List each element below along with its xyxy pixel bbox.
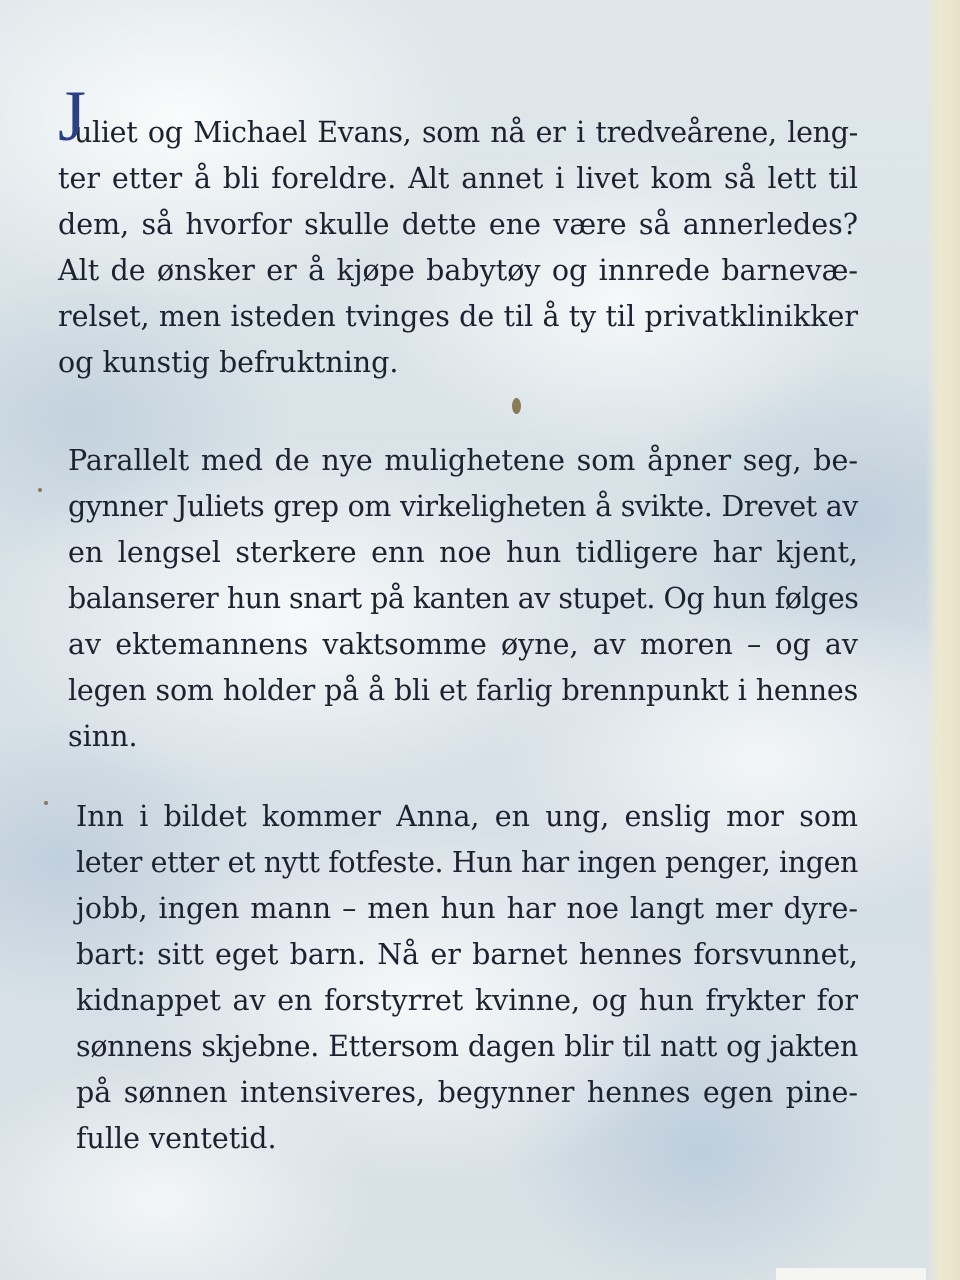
paragraph-1: [58, 76, 858, 386]
text-line: gynner Juliets grep om virkeligheten å svikte. Drevet av: [68, 490, 858, 523]
bottom-page-strip: [776, 1268, 926, 1280]
text-line: sinn.: [68, 720, 138, 753]
text-line: kidnappet av en forstyrret kvinne, og hun frykter for: [76, 984, 858, 1017]
paper-speck: [38, 488, 42, 492]
text-line: Parallelt med de nye mulighetene som åpner seg, be-: [68, 444, 858, 477]
text-line: fulle ventetid.: [76, 1122, 277, 1155]
paragraph-3: [76, 794, 858, 1162]
paper-speck: [44, 801, 48, 805]
text-line: og kunstig befruktning.: [58, 346, 399, 379]
text-line: bart: sitt eget barn. Nå er barnet hennes forsvunnet,: [76, 938, 858, 971]
drop-cap: J: [58, 76, 87, 156]
text-line: legen som holder på å bli et farlig brennpunkt i hennes: [68, 674, 858, 707]
text-line: Inn i bildet kommer Anna, en ung, enslig mor som: [76, 800, 858, 833]
text-line: uliet og Michael Evans, som nå er i tredveårene, leng-: [74, 116, 858, 149]
paragraph-2: [68, 438, 858, 760]
text-line: ter etter å bli foreldre. Alt annet i livet kom så lett til: [58, 162, 858, 195]
text-line: leter etter et nytt fotfeste. Hun har ingen penger, ingen: [76, 846, 858, 879]
text-line: av ektemannens vaktsomme øyne, av moren – og av: [68, 628, 858, 661]
text-line: dem, så hvorfor skulle dette ene være så annerledes?: [58, 208, 858, 241]
text-line: jobb, ingen mann – men hun har noe langt mer dyre-: [76, 892, 858, 925]
text-line: en lengsel sterkere enn noe hun tidligere har kjent,: [68, 536, 858, 569]
text-line: Alt de ønsker er å kjøpe babytøy og innrede barnevæ-: [58, 254, 858, 287]
text-line: relset, men isteden tvinges de til å ty til privatklinikker: [58, 300, 858, 333]
text-line: på sønnen intensiveres, begynner hennes egen pine-: [76, 1076, 858, 1109]
text-line: sønnens skjebne. Ettersom dagen blir til natt og jakten: [76, 1030, 858, 1063]
paper-speck: [512, 398, 521, 414]
text-line: balanserer hun snart på kanten av stupet. Og hun følges: [68, 582, 859, 615]
book-edge: [926, 0, 960, 1280]
